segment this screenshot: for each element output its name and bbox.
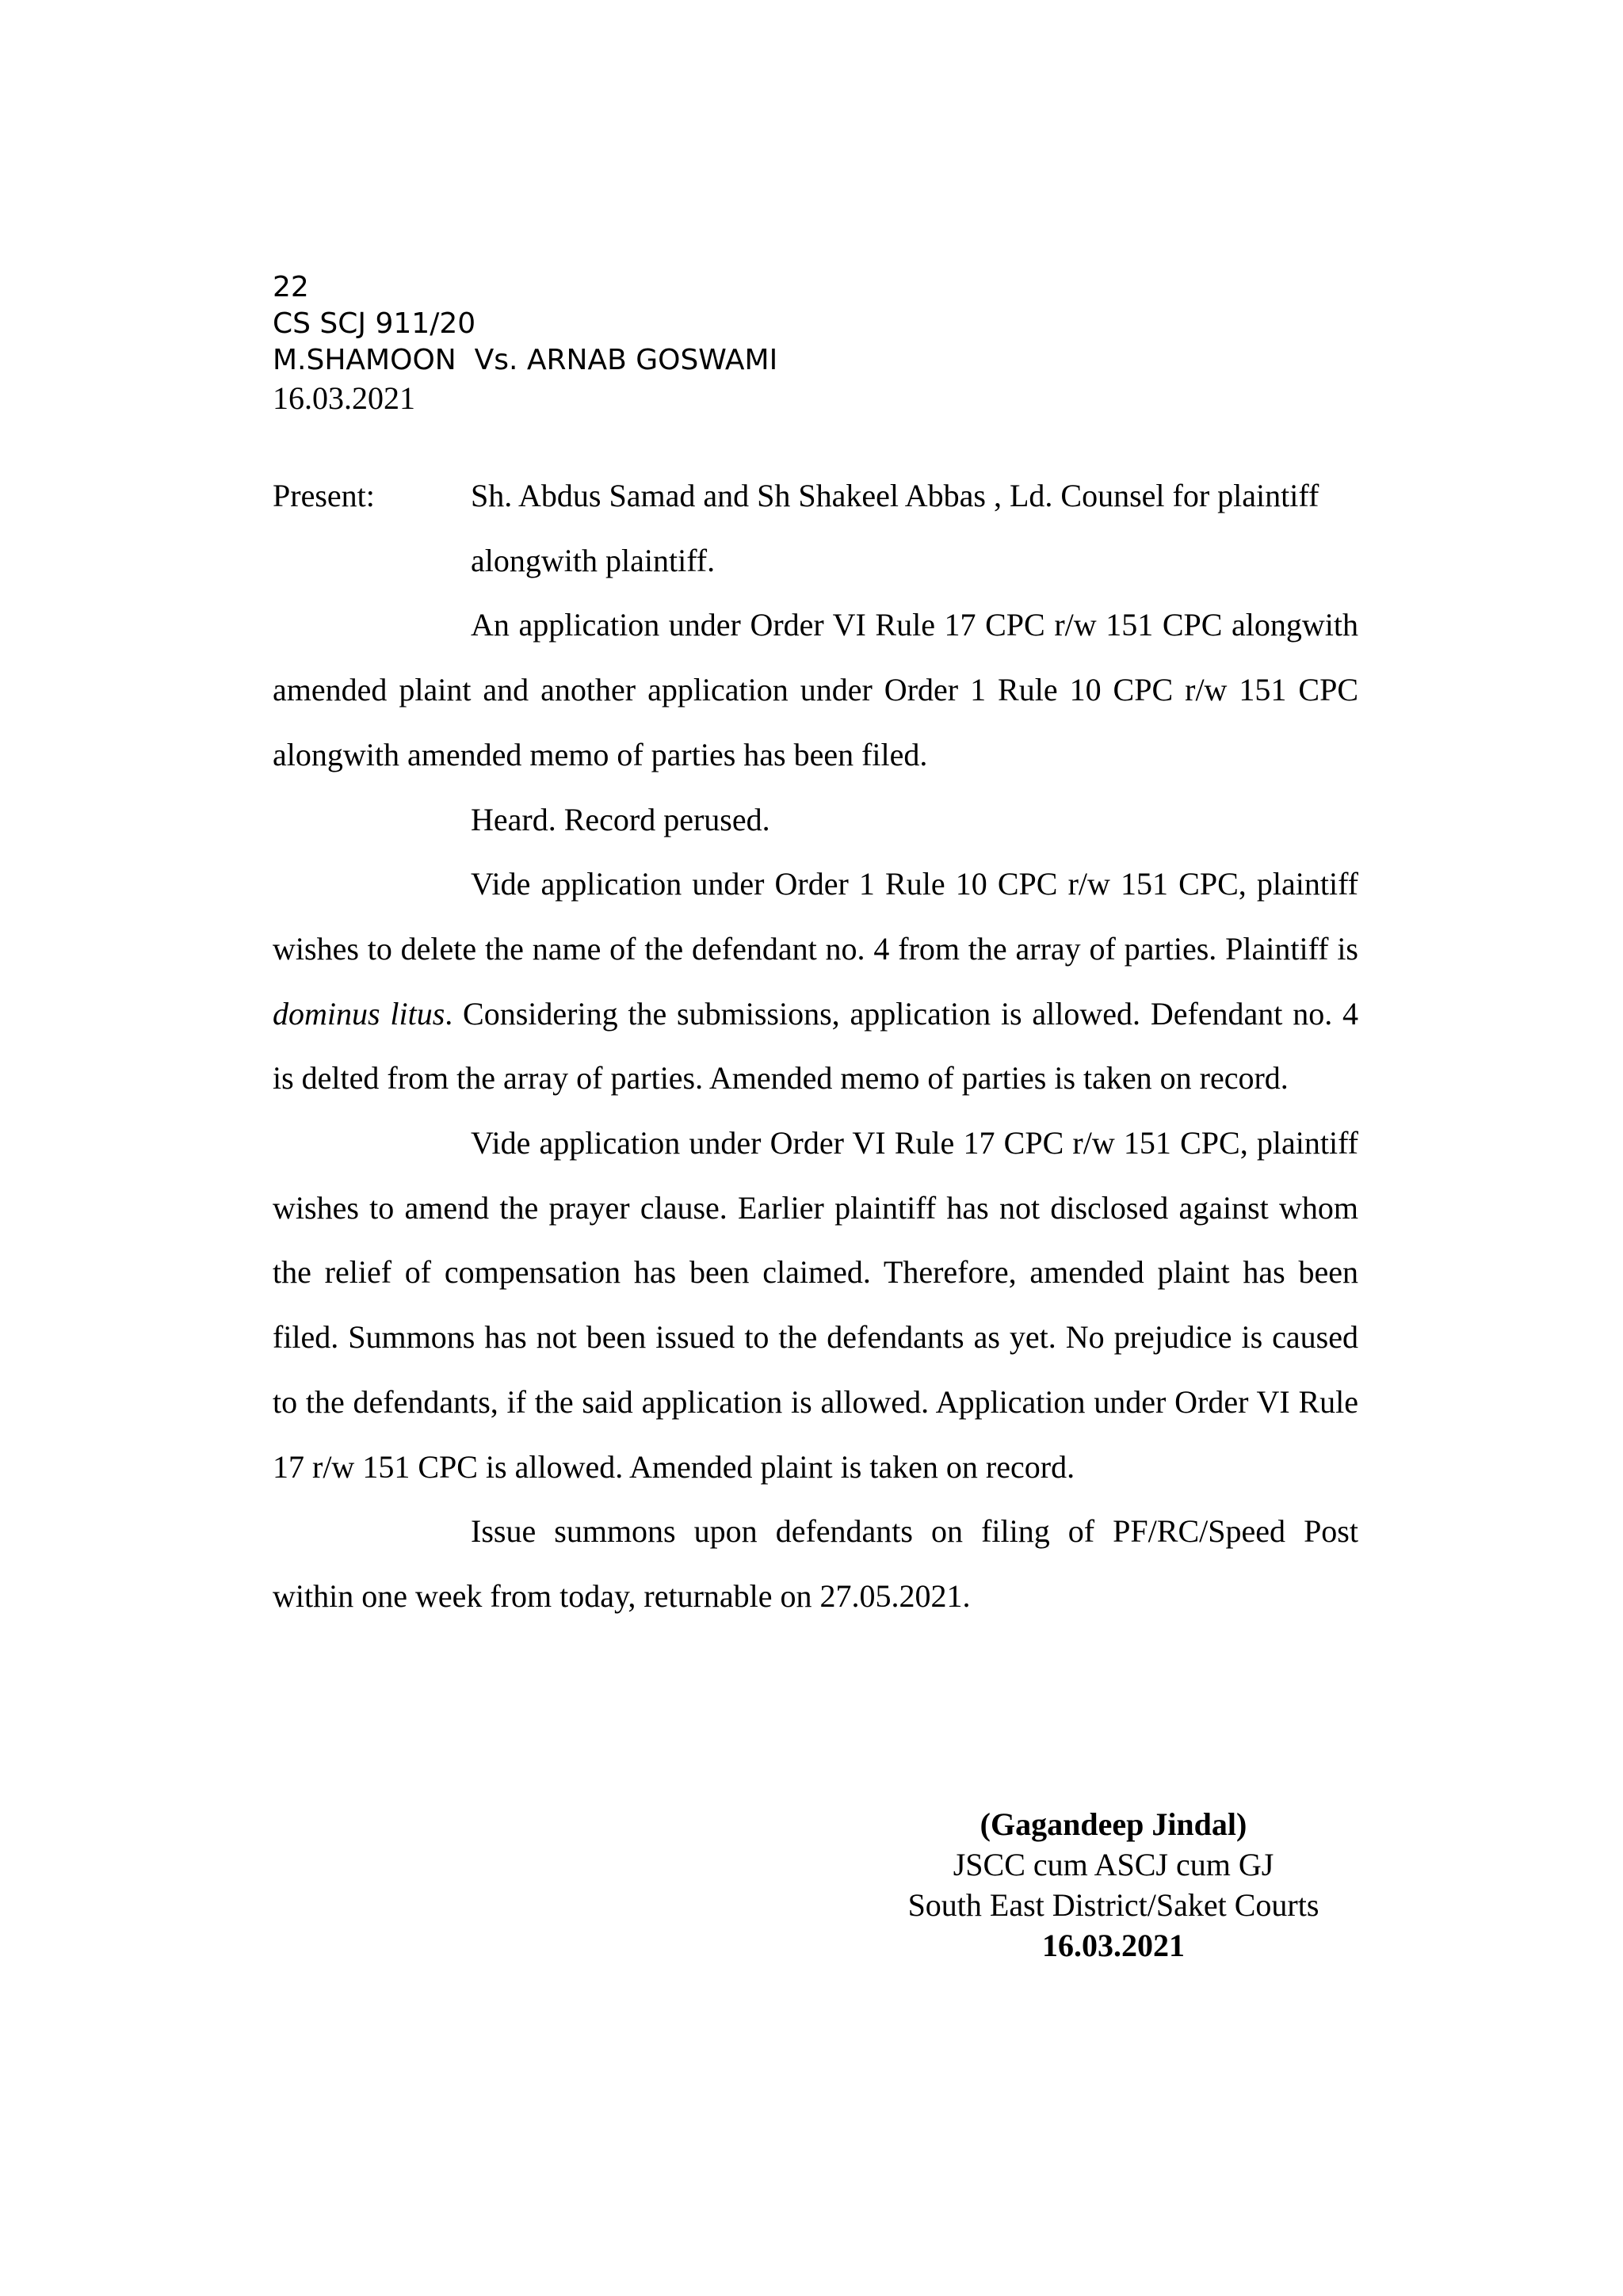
judge-designation: JSCC cum ASCJ cum GJ <box>953 1847 1274 1882</box>
paragraph-order-1-rule-10-part-a: Vide application under Order 1 Rule 10 CPC r/w 151 CPC, plaintiff wishes to delete the name of the defendant no. 4 from the array of parties. Plaintiff is <box>273 866 1358 967</box>
latin-term: dominus litus <box>273 995 445 1032</box>
present-label: Present: <box>273 478 375 513</box>
case-number: CS SCJ 911/20 <box>273 307 476 340</box>
paragraph-applications-filed: An application under Order VI Rule 17 CPC r/w 151 CPC alongwith amended plaint and another application under Order 1 Rule 10 CPC r/w 151 CPC alongwith amended memo of parties has been filed. <box>273 607 1358 772</box>
present-text: Sh. Abdus Samad and Sh Shakeel Abbas , Ld. Counsel for plaintiff alongwith plaintiff. <box>471 478 1319 578</box>
paragraph-order-vi-rule-17: Vide application under Order VI Rule 17 CPC r/w 151 CPC, plaintiff wishes to amend the prayer clause. Earlier plaintiff has not disclosed against whom the relief of compensation has been claimed. Therefore, amended plaint has been filed. Summons has not been issued to the defendants as yet. No prejudice is caused to the defendants, if the said application is allowed. Application under Order VI Rule 17 r/w 151 CPC is allowed. Amended plaint is taken on record. <box>273 1125 1358 1485</box>
court-name: South East District/Saket Courts <box>907 1887 1319 1923</box>
paragraph-order-1-rule-10-part-b: . Considering the submissions, application is allowed. Defendant no. 4 is delted from the array of parties. Amended memo of parties is taken on record. <box>273 995 1358 1097</box>
page-number: 22 <box>273 271 309 303</box>
case-header <box>273 269 1382 418</box>
signature-date: 16.03.2021 <box>1042 1928 1185 1963</box>
case-parties: M.SHAMOON Vs. ARNAB GOSWAMI <box>273 344 778 376</box>
order-date: 16.03.2021 <box>273 380 415 416</box>
paragraph-heard: Heard. Record perused. <box>471 801 770 837</box>
order-body <box>273 463 1358 1629</box>
paragraph-order-1-rule-10 <box>273 852 1358 1111</box>
paragraph-issue-summons: Issue summons upon defendants on filing of PF/RC/Speed Post within one week from today, returnable on 27.05.2021. <box>273 1513 1358 1614</box>
signature-block <box>856 1804 1371 1966</box>
judge-name: (Gagandeep Jindal) <box>980 1806 1247 1842</box>
present-row <box>273 463 1358 593</box>
